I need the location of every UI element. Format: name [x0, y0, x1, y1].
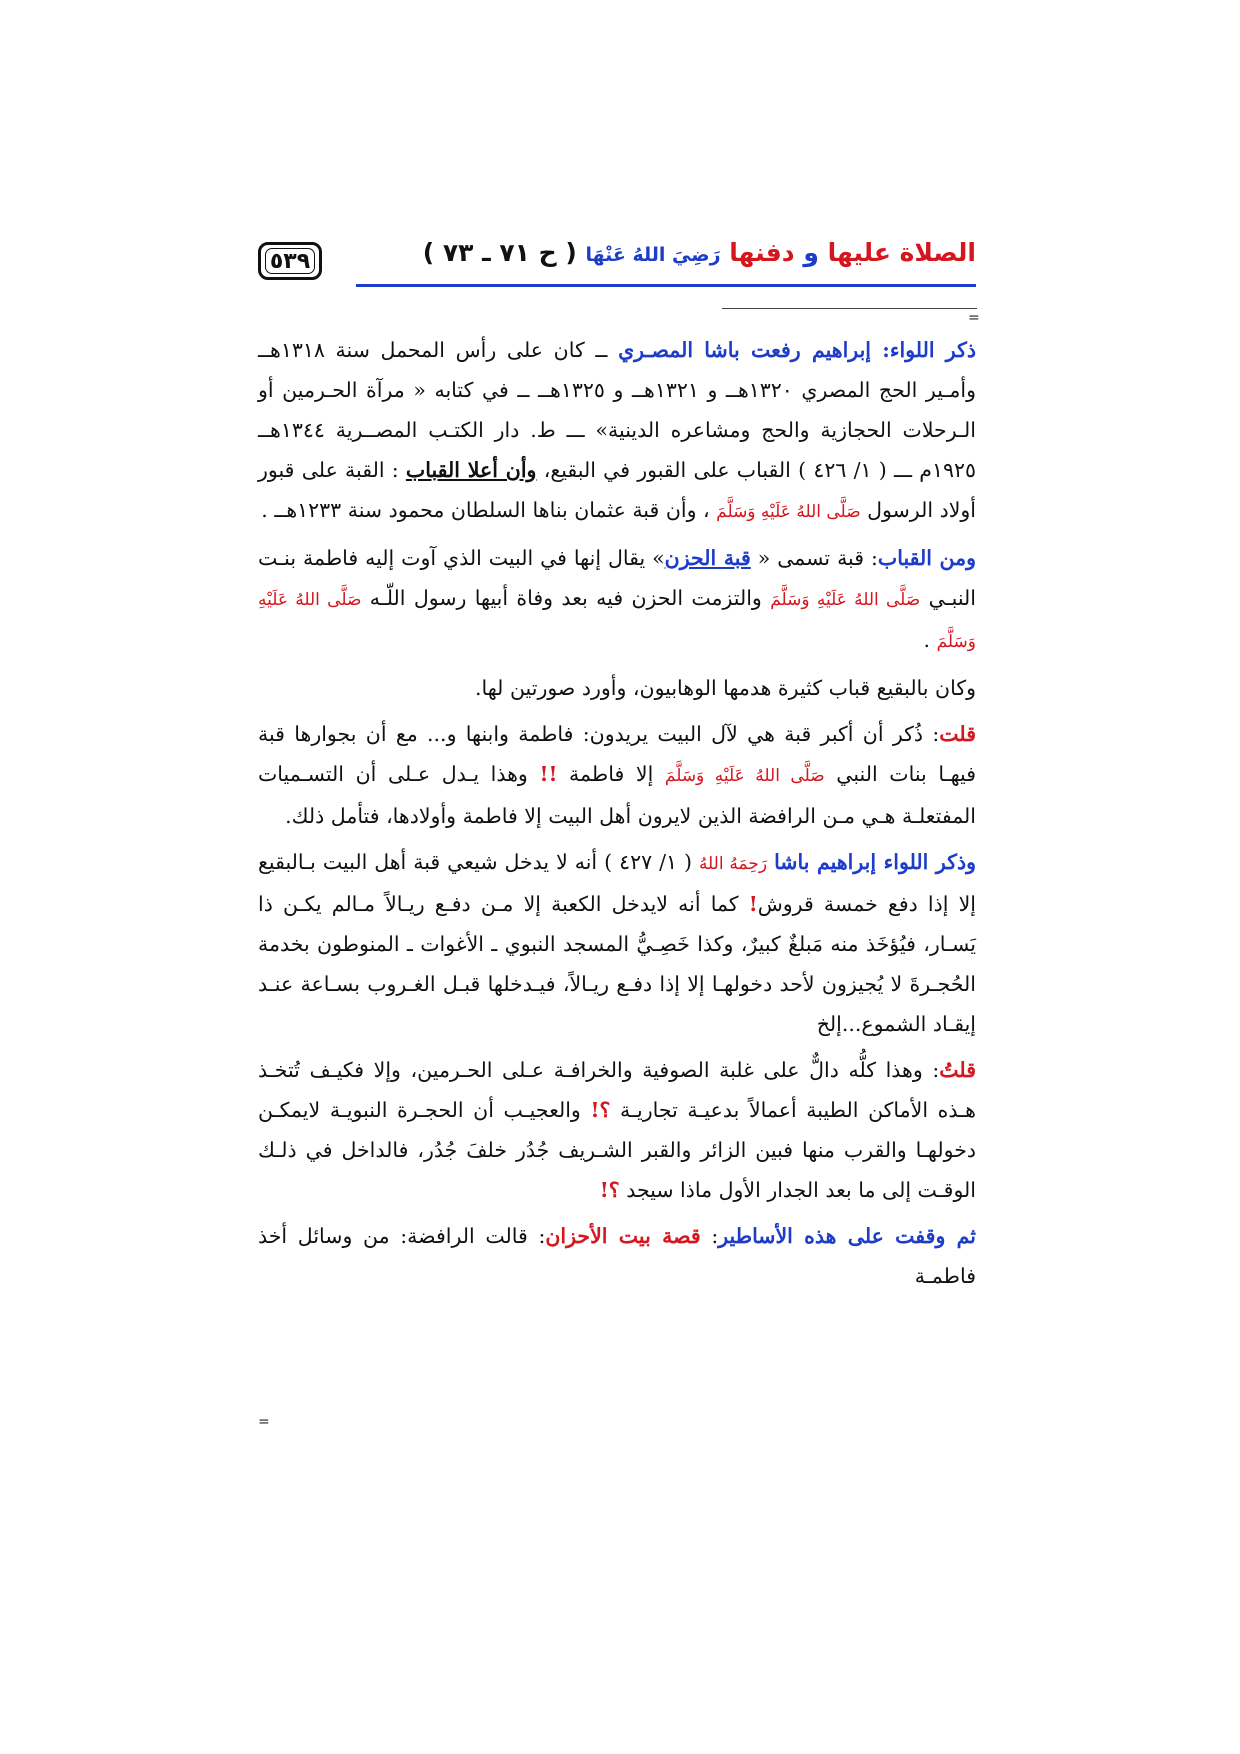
- p6-exclamation-1: ؟!: [590, 1098, 611, 1122]
- p7-story-name: قصة بيت الأحزان: [545, 1224, 701, 1248]
- p4-lead: قلت: [939, 722, 976, 746]
- p6-text-1: : وهذا كلُّه دالٌّ على غلبة الصوفية والخرافـة عـلى الحـرمين، وإلا فكيـف تُتخـذ هـذه الأماكن الطيبة أعمالاً بدعيـة تجاريـة: [258, 1058, 976, 1122]
- p4-text-2: إلا فاطمة: [557, 762, 665, 786]
- p2-dome-name: قبة الحزن: [664, 546, 751, 570]
- paragraph-1: [258, 330, 976, 532]
- paragraph-6: [258, 1050, 976, 1210]
- p7-text-2: : قالت الرافضة: من وسائل أخذ فاطمـة: [258, 1224, 976, 1288]
- paragraph-4: [258, 714, 976, 836]
- footnote-separator: [722, 308, 977, 309]
- title-honorific: رَضِيَ اللهُ عَنْهَا: [585, 244, 721, 266]
- paragraph-7: [258, 1216, 976, 1296]
- running-title: [423, 238, 976, 267]
- p6-lead: قلتُ: [939, 1058, 976, 1082]
- p1-bold-underline: وأن أعلا القباب: [405, 458, 537, 482]
- continuation-mark-top: =: [968, 310, 980, 326]
- p2-text-4: .: [923, 628, 937, 652]
- p4-exclamation: !!: [539, 762, 558, 786]
- page-number: ٥٣٩: [269, 248, 311, 274]
- paragraph-3: وكان بالبقيع قباب كثيرة هدمها الوهابيون، وأورد صورتين لها.: [474, 676, 976, 700]
- title-part1: الصلاة عليها: [827, 238, 976, 267]
- continuation-mark-bottom: =: [258, 1414, 270, 1430]
- p2-text-3: والتزمت الحزن فيه بعد وفاة أبيها رسول اللّـه: [361, 586, 771, 610]
- p6-text-2: والعجيـب أن الحجـرة النبويـة لايمكـن دخولهـا والقرب منها فبين الزائر والقبر الشـريف جُدُر خلفَ جُدُر، فالداخل في ذلـك الوقـت إلى ما بعد الجدار الأول ماذا سيجد: [258, 1098, 976, 1202]
- p7-text-1: :: [700, 1224, 719, 1248]
- title-and: و: [803, 238, 819, 267]
- p6-exclamation-2: ؟!: [599, 1178, 620, 1202]
- title-part2: دفنها: [729, 238, 795, 267]
- p5-text-1: ( ١/ ٤٢٧ ) أنه لا يدخل شيعي قبة أهل البيت بـالبقيع إلا إذا دفع خمسة قروش: [258, 850, 976, 916]
- p4-text-1: : ذُكر أن أكبر قبة هي لآل البيت يريدون: فاطمة وابنها و... مع أن بجوارها قبة فيهـا بنات النبي: [258, 722, 977, 786]
- page-number-badge: [258, 242, 322, 280]
- p5-honorific: رَحِمَهُ اللهُ: [698, 854, 768, 874]
- header-rule: [356, 284, 976, 287]
- p2-text-2: » يقال إنها في البيت الذي آوت إليه فاطمة بنـت النبـي: [258, 546, 976, 610]
- p1-text-2: : القبة على قبور أولاد الرسول: [258, 458, 976, 522]
- title-ref: ( ح ٧١ ـ ٧٣ ): [422, 238, 577, 267]
- p1-lead: ذكر اللواء: إبراهيم رفعت باشا المصـري: [618, 338, 976, 362]
- p2-honorific-2: صَلَّى اللهُ عَلَيْهِ وَسَلَّمَ: [258, 590, 976, 652]
- p2-lead: ومن القباب: [877, 546, 976, 570]
- p2-honorific-1: صَلَّى اللهُ عَلَيْهِ وَسَلَّمَ: [770, 590, 921, 610]
- p4-honorific: صَلَّى اللهُ عَلَيْهِ وَسَلَّمَ: [664, 766, 825, 786]
- p1-text-3: ، وأن قبة عثمان بناها السلطان محمود سنة ١٢٣٣هــ .: [261, 498, 717, 522]
- paragraph-2: [258, 538, 976, 662]
- p5-text-2: كما أنه لايدخل الكعبة إلا مـن دفـع ريـالاً مـالم يكـن ذا يَسـار، فيُؤخَذ منه مَبلغٌ كبيرٌ، وكذا خَصِـيُّ المسجد النبوي ـ الأغوات ـ المنوطون بخدمة الحُجـرةَ لا يُجيزون لأحد دخولهـا إلا إذا دفـع ريـالاً، فيـدخلها قبـل الغـروب بسـاعة عنـد إيقـاد الشموع...إلخ: [258, 892, 976, 1036]
- page-body: [258, 330, 976, 1296]
- p4-text-3: وهذا يـدل عـلى أن التسـميات المفتعلـة هـي مـن الرافضة الذين لايرون أهل البيت إلا فاطمة وأولادها، فتأمل ذلك.: [258, 762, 976, 828]
- p1-honorific: صَلَّى اللهُ عَلَيْهِ وَسَلَّمَ: [716, 502, 861, 522]
- p5-exclamation: !: [748, 892, 758, 916]
- p5-lead: وذكر اللواء إبراهيم باشا: [774, 850, 976, 874]
- paragraph-5: [258, 842, 976, 1044]
- page-header: [258, 238, 976, 286]
- p1-text-1: ــ كان على رأس المحمل سنة ١٣١٨هــ وأمـير الحج المصري ١٣٢٠هــ و ١٣٢١هــ و ١٣٢٥هــ ــ في كتابه « مرآة الحـرمين أو الـرحلات الحجازية والحج ومشاعره الدينية» ـــ ط. دار الكتـب المصــرية ١٣٤٤هــ ١٩٢٥م ـــ ( ١/ ٤٢٦ ) القباب على القبور في البقيع،: [258, 338, 976, 482]
- p7-lead: ثم وقفت على هذه الأساطير: [718, 1224, 976, 1248]
- p2-text-1: : قبة تسمى «: [750, 546, 878, 570]
